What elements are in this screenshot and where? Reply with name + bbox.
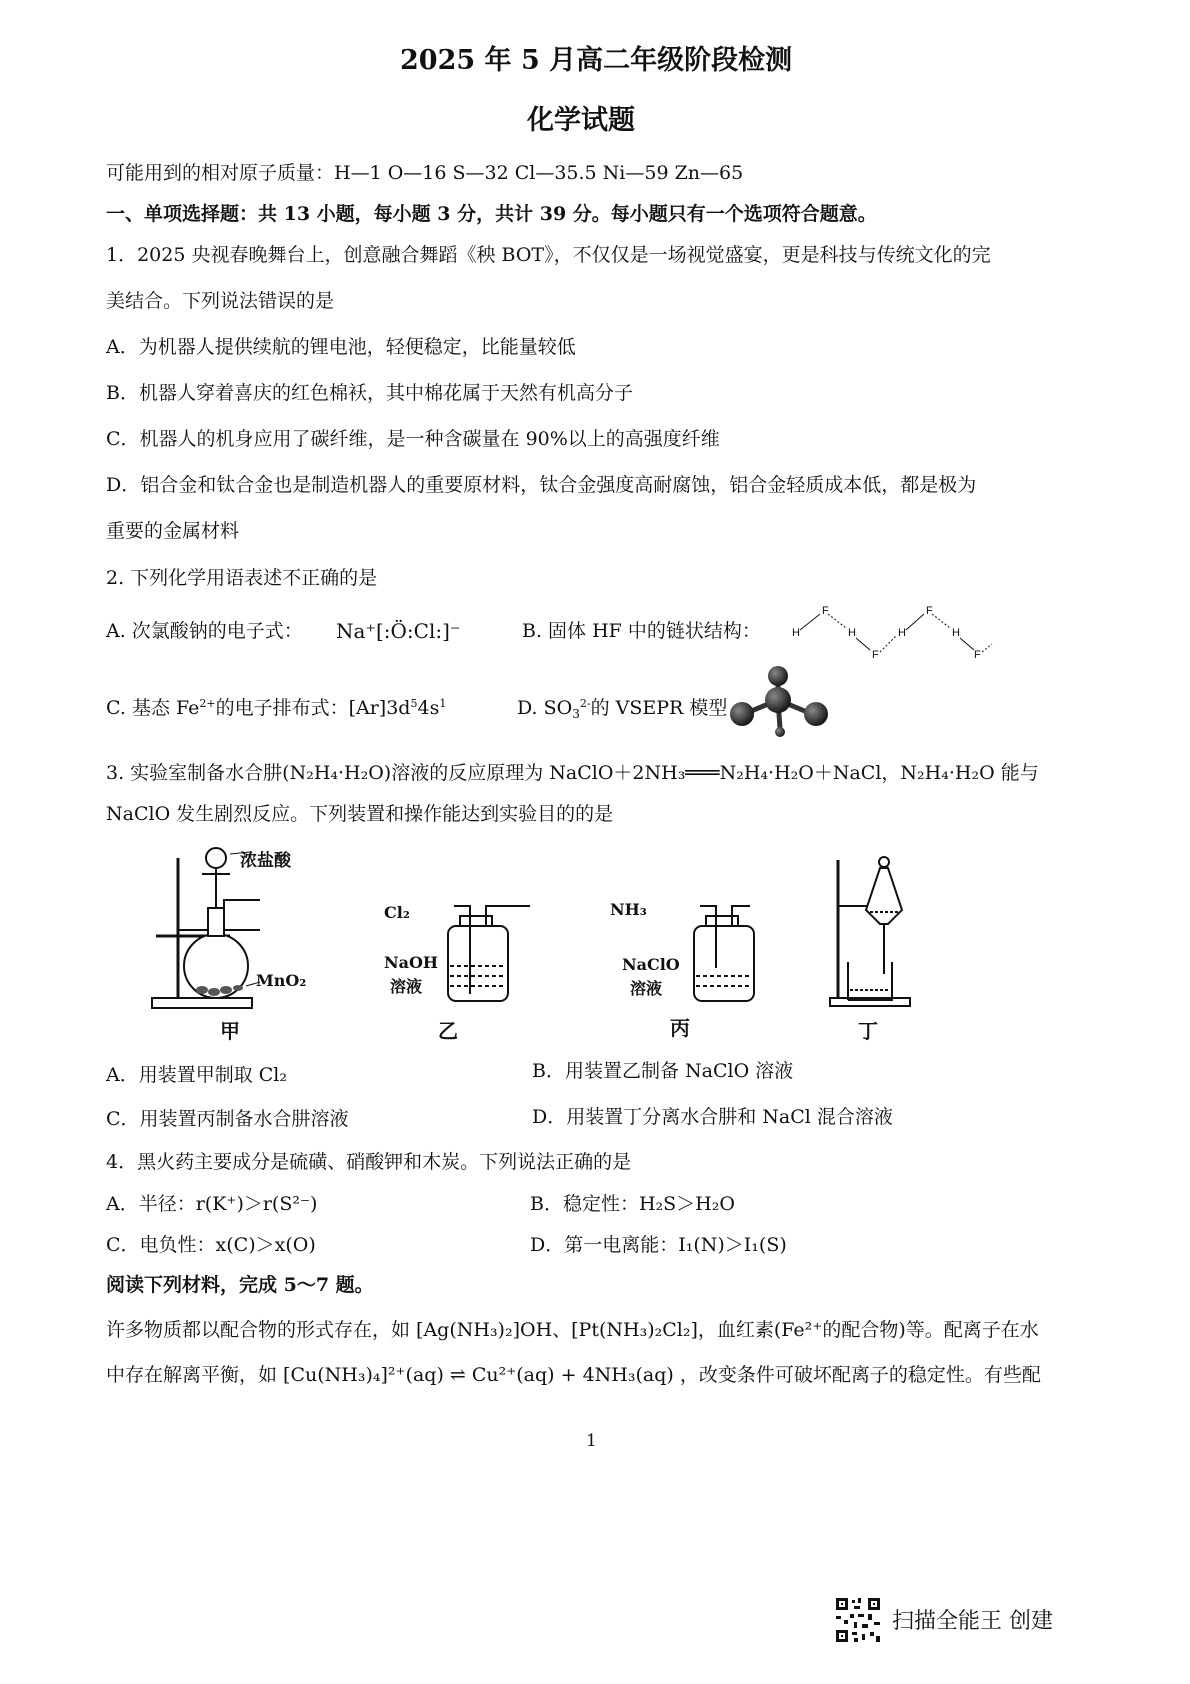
q2-option-d: D. $SO_3^{2-}$的 VSEPR 模型 [517,697,728,721]
atomic-masses: 可能用到的相对原子质量：H—1 O—16 S—32 Cl—35.5 Ni—59 Zn—65 [106,162,744,184]
hf-chain-structure [780,600,1000,666]
label-solution: 溶液 [390,977,423,996]
q1-option-a: A．为机器人提供续航的锂电池，轻便稳定，比能量较低 [106,336,576,358]
label-cl2: Cl₂ [384,903,410,922]
reading-heading: 阅读下列材料，完成 5～7 题。 [106,1274,374,1296]
scanner-watermark: 扫描全能王 创建 [892,1609,1053,1634]
apparatus-ding [826,850,916,1010]
hf-atom: H [898,627,906,639]
section-heading: 一、单项选择题：共 13 小题，每小题 3 分，共计 39 分。每小题只有一个选项符合题意。 [106,203,877,225]
q3-stem-line2: NaClO 发生剧烈反应。下列装置和操作能达到实验目的的是 [106,803,614,825]
label-mno2: MnO₂ [256,971,307,990]
label-naoh: NaOH [384,953,439,972]
caption-jia: 甲 [220,1019,240,1043]
q3-option-b: B．用装置乙制备 NaClO 溶液 [532,1060,794,1082]
q1-stem-line2: 美结合。下列说法错误的是 [106,290,335,312]
q3-option-c: C．用装置丙制备水合肼溶液 [106,1108,349,1130]
q4-stem: 4．黑火药主要成分是硫磺、硝酸钾和木炭。下列说法正确的是 [106,1151,632,1173]
q2-option-c: C. 基态 $Fe^{2+}$的电子排布式：$[Ar]3d^54s^1$ [106,697,447,719]
q1-option-c: C．机器人的机身应用了碳纤维，是一种含碳量在 90%以上的高强度纤维 [106,428,720,450]
caption-yi: 乙 [438,1019,458,1043]
q1-option-d-line1: D．铝合金和钛合金也是制造机器人的重要原材料，钛合金强度高耐腐蚀，铝合金轻质成本低，都是极为 [106,474,977,496]
hf-atom: F [822,605,829,617]
apparatus-bing [686,896,786,1006]
hf-atom: F [974,649,981,661]
caption-bing: 丙 [670,1016,690,1040]
reading-line2: 中存在解离平衡，如 [Cu(NH₃)₄]²⁺(aq) ⇌ Cu²⁺(aq) + 4NH₃(aq) ，改变条件可破坏配离子的稳定性。有些配 [106,1364,1041,1386]
hf-atom: F [872,649,879,661]
q2-option-b-label: B. 固体 HF 中的链状结构： [522,620,761,642]
label-conc-hcl: 浓盐酸 [240,851,291,871]
q4-option-d: D．第一电离能：I₁(N)＞I₁(S) [530,1234,787,1256]
label-naclo: NaClO [622,955,680,974]
q2-stem: 2. 下列化学用语表述不正确的是 [106,567,378,589]
vsepr-model-image [726,664,836,744]
q1-stem-line1: 1．2025 央视春晚舞台上，创意融合舞蹈《秧 BOT》，不仅仅是一场视觉盛宴，更是科技与传统文化的完 [106,244,991,266]
hf-atom: F [926,605,933,617]
q1-option-b: B．机器人穿着喜庆的红色棉袄，其中棉花属于天然有机高分子 [106,382,633,404]
hf-atom: H [952,627,960,639]
hf-atom: H [848,627,856,639]
label-nh3: NH₃ [610,900,647,919]
q3-option-a: A．用装置甲制取 Cl₂ [106,1064,287,1086]
q4-option-a: A．半径：r(K⁺)＞r(S²⁻) [106,1193,318,1215]
q4-option-b: B．稳定性：H₂S＞H₂O [530,1193,735,1215]
q4-option-c: C．电负性：x(C)＞x(O) [106,1234,316,1256]
q3-option-d: D．用装置丁分离水合肼和 NaCl 混合溶液 [532,1106,893,1128]
q3-stem-line1: 3. 实验室制备水合肼(N₂H₄·H₂O)溶液的反应原理为 NaClO＋2NH₃═══N₂H₄·H₂O＋NaCl，N₂H₄·H₂O 能与 [106,762,1039,784]
qr-code-icon [834,1596,882,1648]
q2-electron-formula: Na⁺[:Ö:Cl:]⁻ [336,619,461,643]
page-number: 1 [586,1431,597,1451]
hf-atom: H [792,627,800,639]
exam-title: 2025 年 5 月高二年级阶段检测 [400,45,793,76]
exam-subtitle: 化学试题 [527,105,635,136]
reading-line1: 许多物质都以配合物的形式存在，如 [Ag(NH₃)₂]OH、[Pt(NH₃)₂Cl₂]，血红素(Fe²⁺的配合物)等。配离子在水 [106,1319,1039,1341]
apparatus-yi [440,896,540,1006]
q2-option-a-label: A. 次氯酸钠的电子式： [106,620,303,642]
caption-ding: 丁 [858,1019,878,1043]
q1-option-d-line2: 重要的金属材料 [106,520,240,542]
label-solution: 溶液 [630,979,663,998]
